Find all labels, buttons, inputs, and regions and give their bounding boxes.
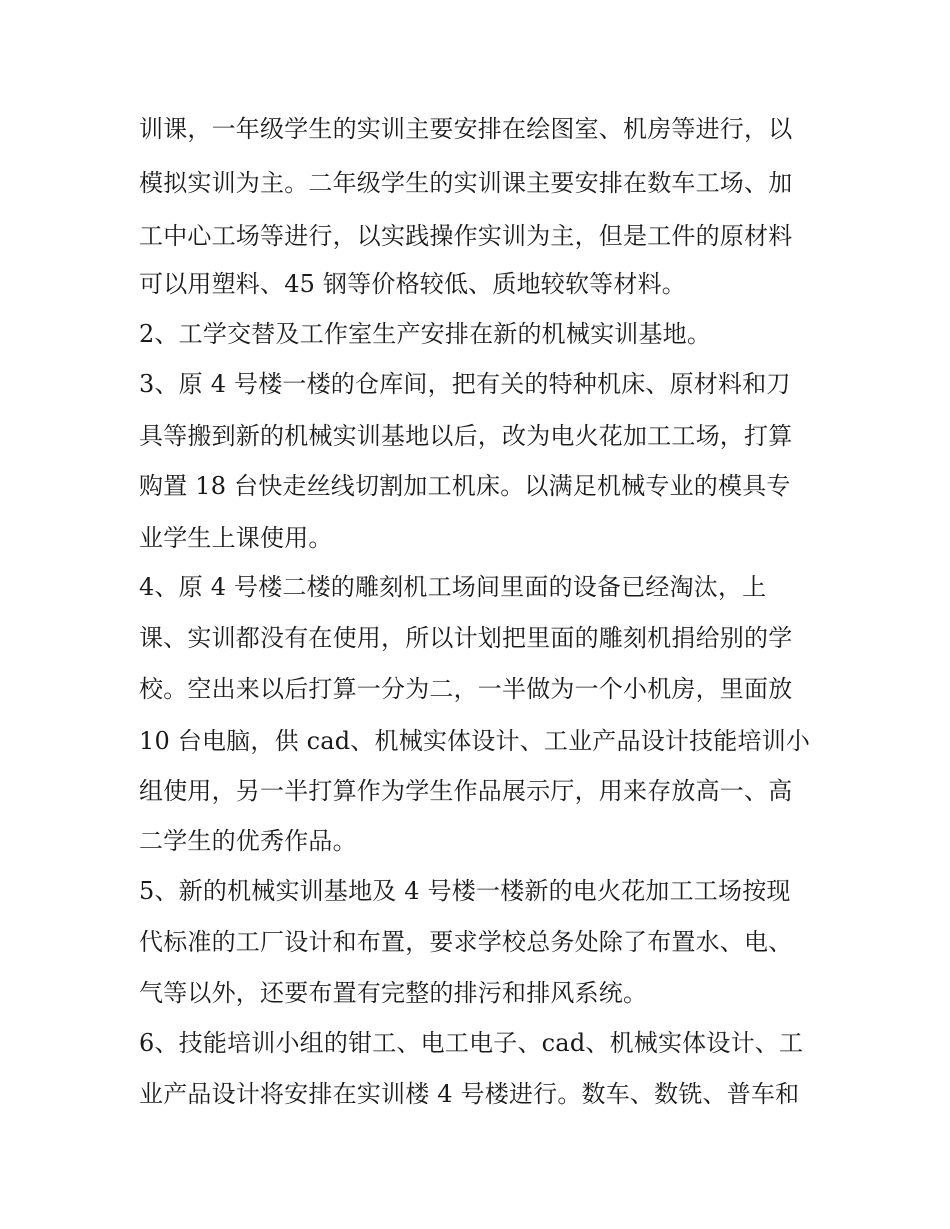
text-line: 组使用，另一半打算作为学生作品展示厅，用来存放高一、高 [139, 777, 793, 805]
list-item-3: 3、原 4 号楼一楼的仓库间，把有关的特种机床、原材料和刀 [139, 370, 791, 398]
text-line: 代标准的工厂设计和布置，要求学校总务处除了布置水、电、 [139, 928, 793, 956]
list-item-5: 5、新的机械实训基地及 4 号楼一楼新的电火花加工工场按现 [139, 877, 791, 905]
text-line: 训课，一年级学生的实训主要安排在绘图室、机房等进行，以 [139, 115, 793, 143]
list-item-4: 4、原 4 号楼二楼的雕刻机工场间里面的设备已经淘汰，上 [139, 573, 767, 601]
text-line: 具等搬到新的机械实训基地以后，改为电火花加工工场，打算 [139, 422, 793, 450]
text-line: 气等以外，还要布置有完整的排污和排风系统。 [139, 979, 648, 1007]
text-line: 工中心工场等进行，以实践操作实训为主，但是工件的原材料 [139, 222, 793, 250]
text-line: 课、实训都没有在使用，所以计划把里面的雕刻机捐给别的学 [139, 624, 793, 652]
list-item-2: 2、工学交替及工作室生产安排在新的机械实训基地。 [139, 320, 712, 348]
text-line: 业产品设计将安排在实训楼 4 号楼进行。数车、数铣、普车和 [139, 1080, 800, 1108]
text-line: 可以用塑料、45 钢等价格较低、质地较软等材料。 [139, 270, 686, 298]
text-line: 二学生的优秀作品。 [139, 827, 357, 855]
text-line: 校。空出来以后打算一分为二，一半做为一个小机房，里面放 [139, 675, 793, 703]
text-line: 业学生上课使用。 [139, 524, 333, 552]
text-line: 10 台电脑，供 cad、机械实体设计、工业产品设计技能培训小 [139, 727, 811, 755]
text-line: 购置 18 台快走丝线切割加工机床。以满足机械专业的模具专 [139, 472, 791, 500]
list-item-6: 6、技能培训小组的钳工、电工电子、cad、机械实体设计、工 [139, 1029, 804, 1057]
text-line: 模拟实训为主。二年级学生的实训课主要安排在数车工场、加 [139, 169, 793, 197]
